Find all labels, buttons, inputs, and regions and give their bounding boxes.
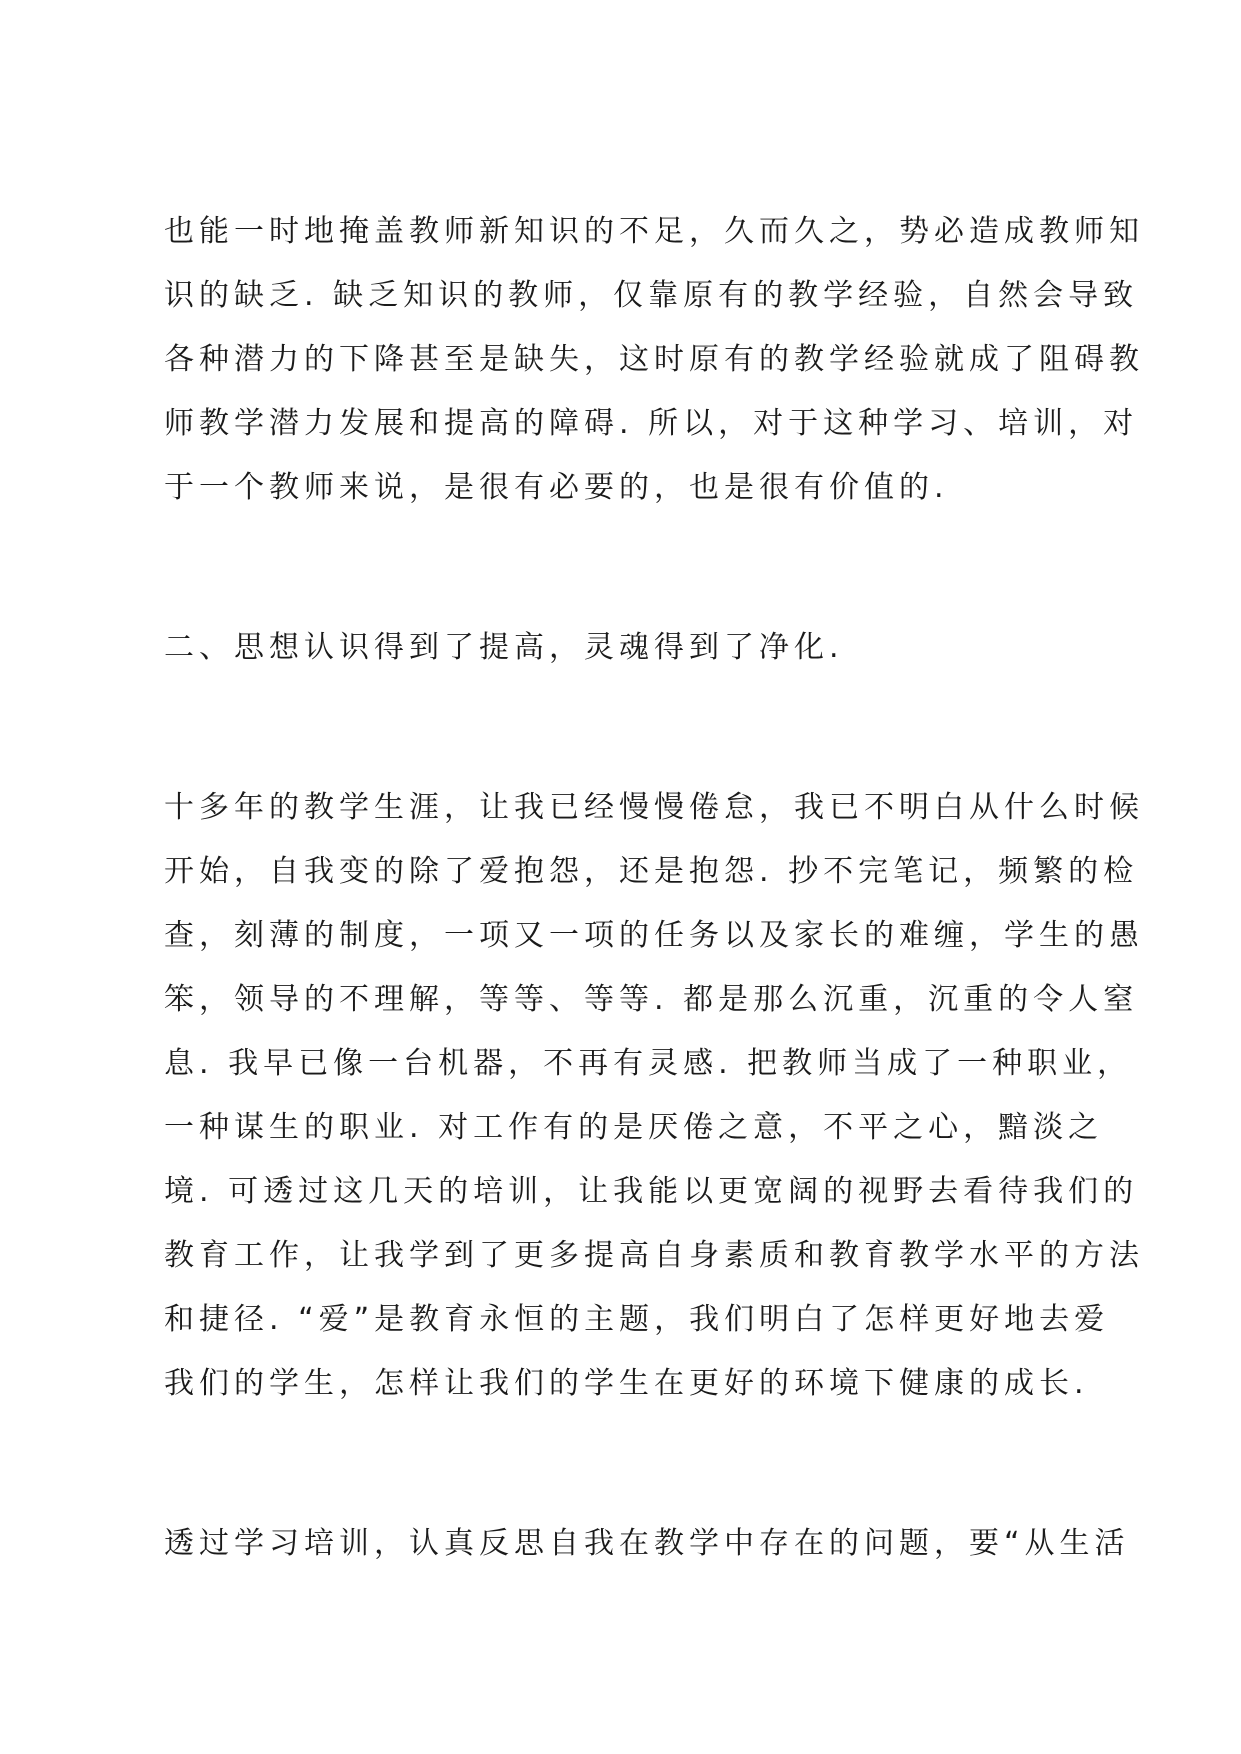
- text-line: 于一个教师来说，是很有必要的，也是很有价值的.: [164, 470, 949, 505]
- text-line: 查，刻薄的制度，一项又一项的任务以及家长的难缠，学生的愚: [164, 918, 1144, 953]
- paragraph-1: [164, 200, 1144, 520]
- text-line: 一种谋生的职业. 对工作有的是厌倦之意，不平之心，黯淡之: [164, 1110, 1104, 1145]
- text-line: 透过学习培训，认真反思自我在教学中存在的问题，要“从生活: [164, 1526, 1130, 1561]
- text-line: 教育工作，让我学到了更多提高自身素质和教育教学水平的方法: [164, 1238, 1144, 1273]
- text-line: 我们的学生，怎样让我们的学生在更好的环境下健康的成长.: [164, 1366, 1089, 1401]
- text-line: 息. 我早已像一台机器，不再有灵感. 把教师当成了一种职业，: [164, 1046, 1133, 1081]
- text-line: 开始，自我变的除了爱抱怨，还是抱怨. 抄不完笔记，频繁的检: [164, 854, 1139, 889]
- document-body: [164, 200, 1144, 1576]
- text-line: 各种潜力的下降甚至是缺失，这时原有的教学经验就成了阻碍教: [164, 342, 1144, 377]
- section-heading: [164, 616, 1094, 680]
- paragraph-gap: [164, 520, 1094, 616]
- text-line: 识的缺乏. 缺乏知识的教师，仅靠原有的教学经验，自然会导致: [164, 278, 1139, 313]
- paragraph-gap: [164, 680, 1094, 776]
- text-line: 笨，领导的不理解，等等、等等. 都是那么沉重，沉重的令人窒: [164, 982, 1139, 1017]
- heading-line: 二、思想认识得到了提高，灵魂得到了净化.: [164, 630, 844, 665]
- text-line: 十多年的教学生涯，让我已经慢慢倦怠，我已不明白从什么时候: [164, 790, 1144, 825]
- text-line: 和捷径. “爱”是教育永恒的主题，我们明白了怎样更好地去爱: [164, 1302, 1110, 1337]
- paragraph-gap: [164, 1416, 1094, 1512]
- text-line: 师教学潜力发展和提高的障碍. 所以，对于这种学习、培训，对: [164, 406, 1139, 441]
- paragraph-2: [164, 776, 1144, 1416]
- paragraph-3: [164, 1512, 1130, 1576]
- text-line: 境. 可透过这几天的培训，让我能以更宽阔的视野去看待我们的: [164, 1174, 1139, 1209]
- text-line: 也能一时地掩盖教师新知识的不足，久而久之，势必造成教师知: [164, 214, 1144, 249]
